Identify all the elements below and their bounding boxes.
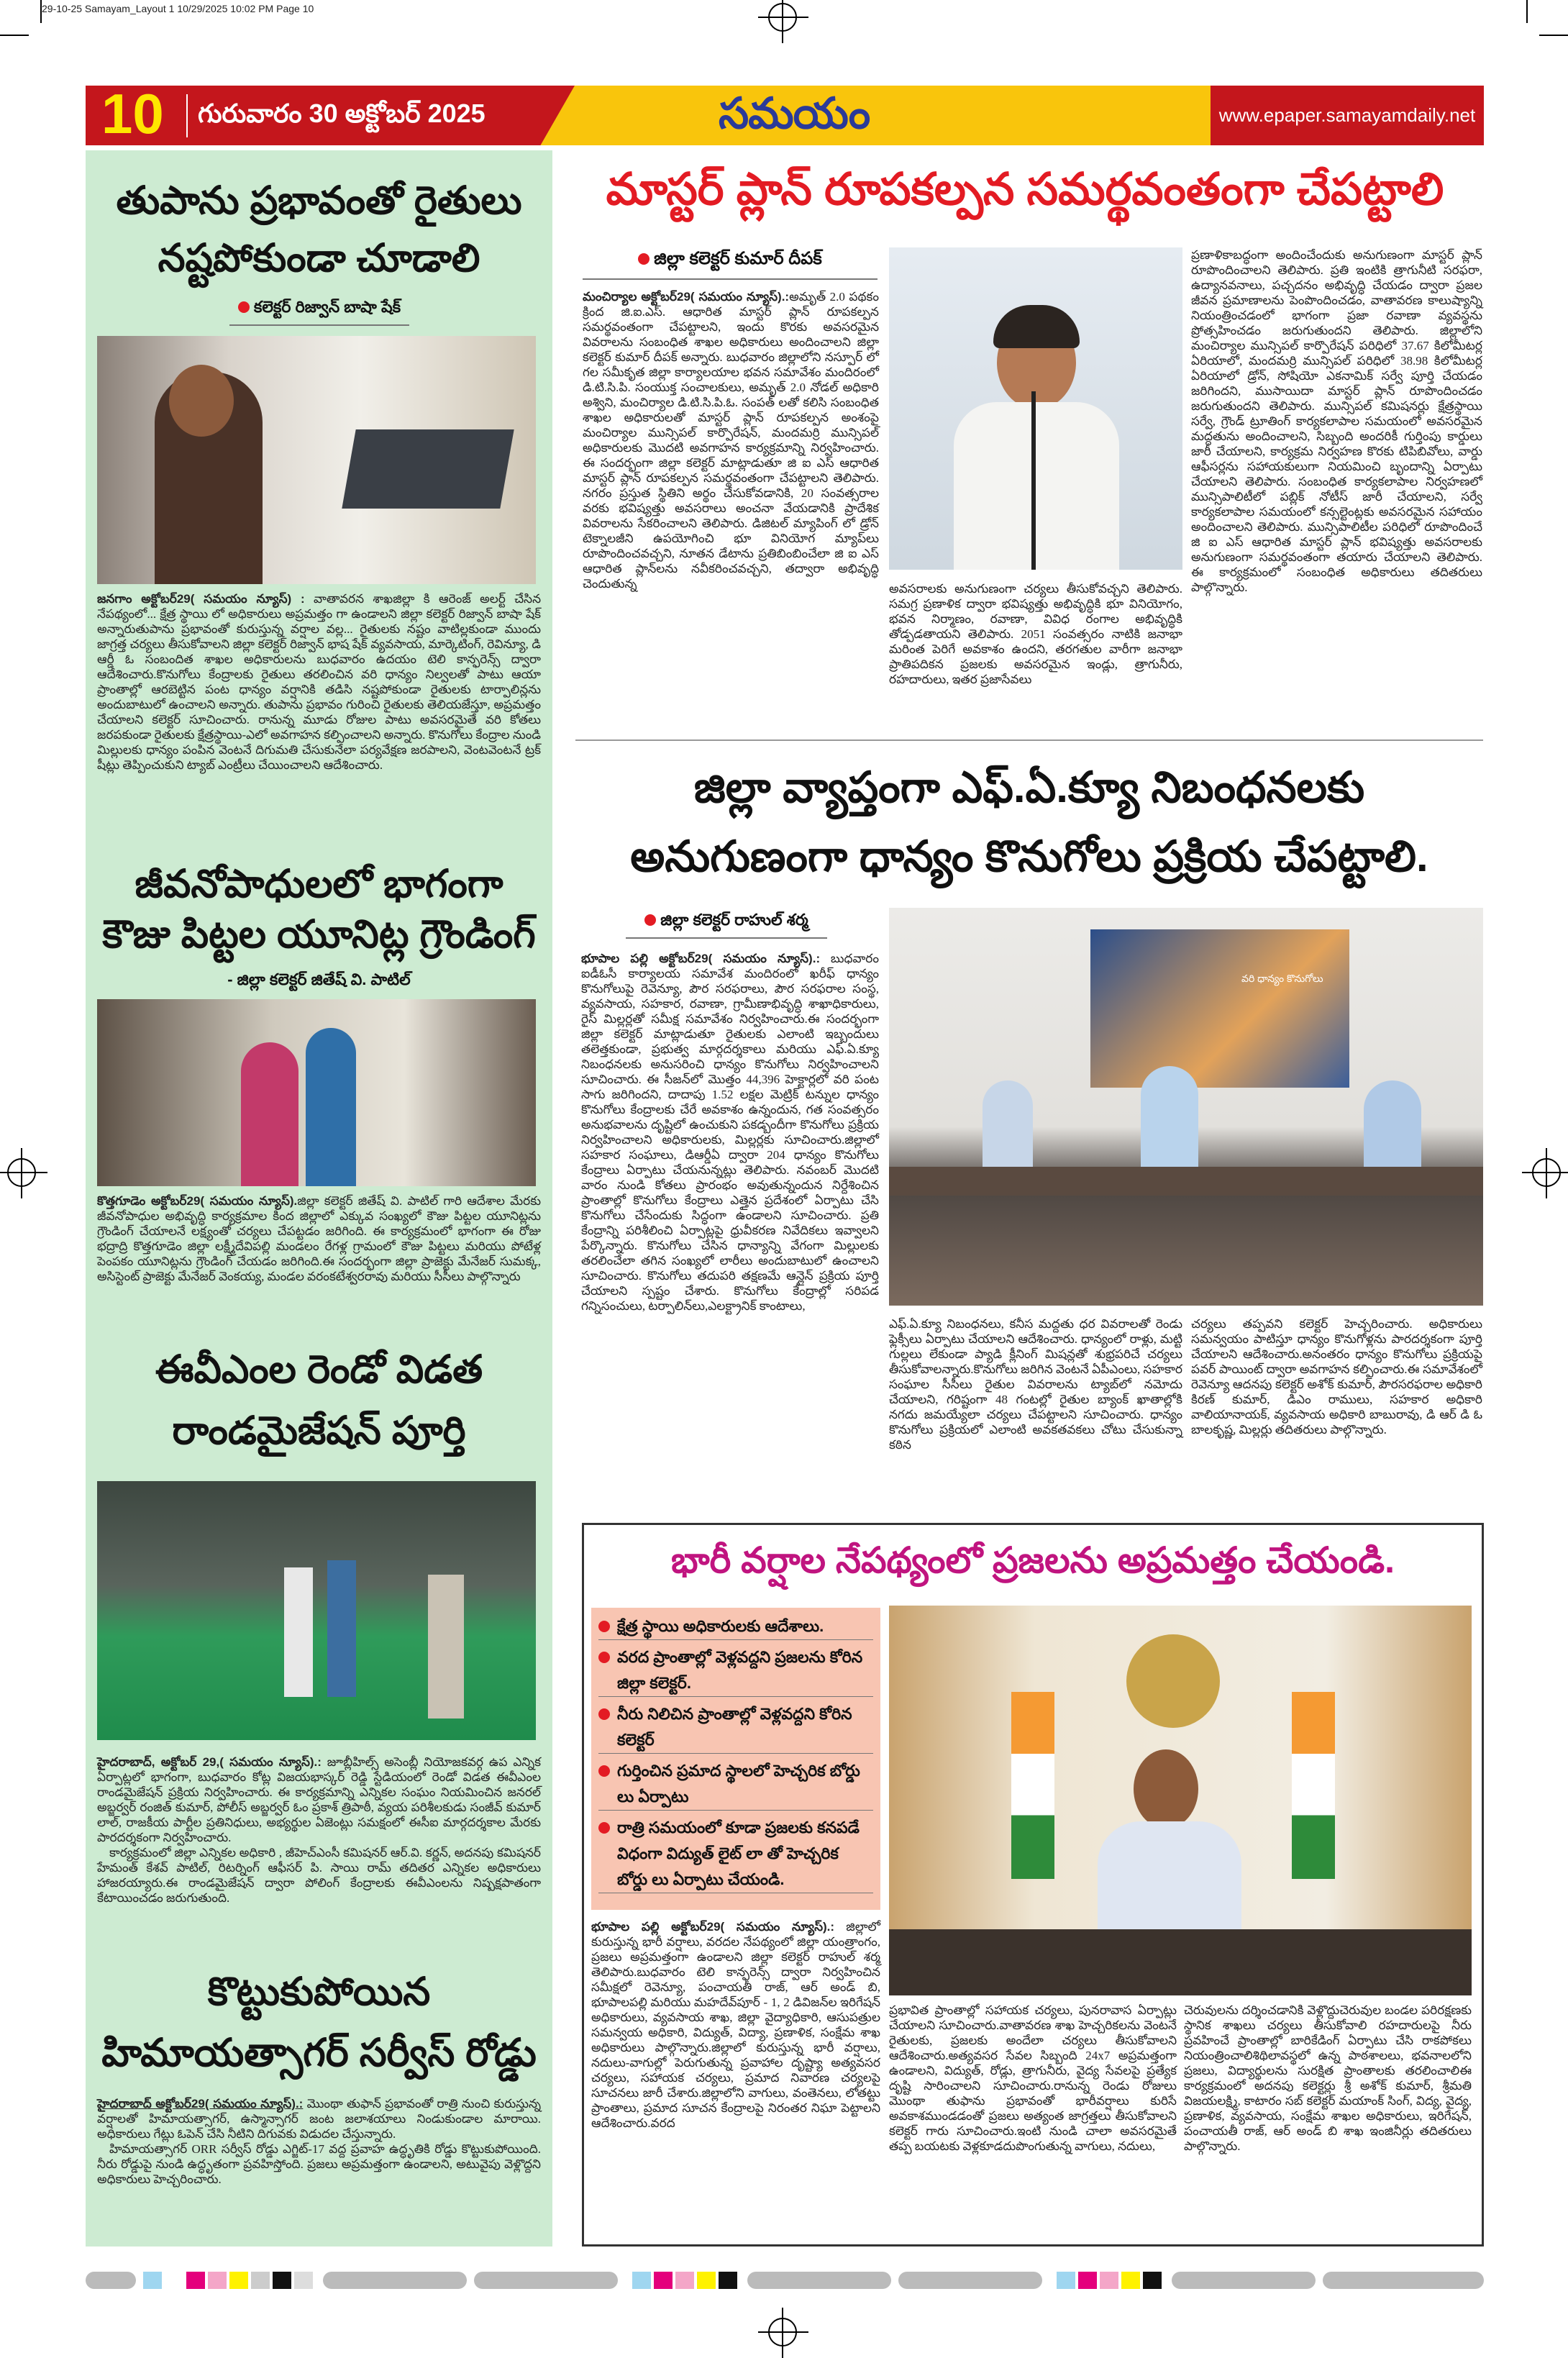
highlight-item: గుర్తించిన ప్రమాద స్థాలలో హెచ్చరిక బోర్డు లు ఏర్పాటు	[598, 1758, 873, 1811]
headline-evm-line2: రాండమైజేషన్ పూర్తి	[172, 1409, 466, 1452]
headline-road-line1: కొట్టుకుపోయిన	[207, 1970, 431, 2013]
byline	[583, 249, 878, 280]
divider	[186, 94, 188, 137]
headline-cyclone-line2: నష్టపోకుండా చూడాలి	[158, 237, 480, 280]
rain-alert-article	[582, 1523, 1484, 2247]
crop-mark	[1526, 0, 1528, 23]
headline-faq-line2: అనుగుణంగా ధాన్యం కొనుగోలు ప్రక్రియ చేపట్టాలి.	[630, 832, 1428, 880]
dateline: భూపాల పల్లి అక్టోబర్29( సమయం న్యూస్).:	[581, 952, 821, 965]
master-plan-column-2: అవసరాలకు అనుగుణంగా చర్యలు తీసుకోవచ్చని తెలిపారు. సమగ్ర ప్రణాళిక ద్వారా భవిష్యత్తు అభివృద్ధికి భూ వినియోగం, భవన నిర్మాణం, రవాణా, వివిధ రంగాల అభివృద్ధికి తోడ్పడతాయని తెలిపారు. 2051 సంవత్సరం నాటికి జనాభా మరింత పెరిగే అవకాశం ఉందని, తరగతుల వారీగా జనాభా ప్రాతిపదికన ప్రజలకు అవసరమైన ఇండ్లు, త్రాగునీరు, రహదారులు, ఇతర ప్రజాసేవలు	[889, 582, 1182, 686]
registration-mark-icon	[7, 1158, 36, 1187]
dateline: కొత్తగూడెం అక్టోబర్29( సమయం న్యూస్).	[97, 1194, 298, 1208]
master-plan-column-3: ప్రణాళికాబద్ధంగా అందించేందుకు అనుగుణంగా మాస్టర్ ప్లాన్ రూపొందించాలని తెలిపారు. ప్రతి ఇంటికి త్రాగునీటి సరఫరా, ఉద్యానవనాలు, పచ్చదనం అభివృద్ధి చేయడం ద్వారా ప్రజల జీవన ప్రమాణాలను పెంపొందించడం, వాతావరణ కాలుష్యాన్ని నియంత్రించడంలో భాగంగా ప్రజా రవాణా వ్యవస్థను ప్రోత్సహించడం జరుగుతుందని తెలిపారు. జిల్లాలోని మంచిర్యాల మున్సిపల్ కార్పొరేషన్ పరిధిలో 37.67 కిలోమీటర్ల ఏరియాలో, మందమర్రి మున్సిపల్ పరిధిలో 38.98 కిలోమీటర్ల ఏరియాలో డ్రోన్, సోషియో ఎకనామిక్ సర్వే పూర్తి చేయడం జరిగిందని, ముసాయిదా మాస్టర్ ప్లాన్ రూపొందించడం జరుగుతుందని తెలిపారు. మున్సిపల్ కమిషనర్లు క్షేత్రస్థాయి సర్వే, గ్రౌండ్ ట్రూతింగ్ కార్యకలాపాల సమయంలో అవసరమైన మద్దతును అందించాలని, సిబ్బంది అందరికీ గుర్తింపు కార్డులు జారీ చేయాలని, కార్యక్రమ నిర్వహణ కొరకు టిపిబివోలు, వార్డు ఆఫీసర్లను సహాయకులుగా నియమించి బృందాన్ని ఏర్పాటు చేయాలని తెలిపారు. సంబంధిత కార్యకలాపాల నిర్వహణలో మున్సిపాలిటీలో పబ్లిక్ నోటీస్ జారీ చేయాలని, సర్వే కార్యకలాపాల సమయంలో కన్సల్టెంట్లకు అవసరమైన సహాయం అందించాలని తెలిపారు. మున్సిపాలిటీల పరిధిలో రూపొందించే జి ఐ ఎస్ ఆధారిత మాస్టర్ ప్లాన్ భవిష్యత్తు అవసరాలకు అనుగుణంగా సమర్థవంతంగా తయారు చేయాలని తెలిపారు. ఈ కార్యక్రమంలో సంబంధిత అధికారులు తదితరులు పాల్గొన్నారు.	[1191, 248, 1482, 594]
byline	[626, 911, 827, 939]
article-road-body	[97, 2096, 541, 2204]
article-evm-body	[97, 1754, 541, 1927]
headline-master-plan: మాస్టర్ ప్లాన్ రూపకల్పన సమర్థవంతంగా చేపట్టాలి	[606, 165, 1444, 214]
divider	[575, 739, 1483, 741]
registration-mark-icon	[768, 2318, 797, 2346]
epaper-url[interactable]: www.epaper.samayamdaily.net	[1211, 86, 1484, 145]
photo-unit-inauguration	[97, 999, 536, 1186]
article-text: వాతావరన శాఖజిల్లా కి ఆరెంజ్ అలర్ట్ చేసిన నేపథ్యంలో... క్షేత్ర స్థాయి లో అధికారులు అప్రమత్తం గా ఉండాలని జిల్లా కలెక్టర్ రిజ్వాన్ బాషా షేక్ అన్నారుతుపాను ప్రభావంతో కురుస్తున్న వర్షాల వల్ల... రైతులకు నష్టం వాటిల్లకుండా ముందు జాగ్రత్త చర్యలు తీసుకోవాలని జిల్లా కలెక్టర్ రిజ్వాన్ భాష షేక్ వ్యవసాయ, మార్కెటింగ్, రెవిన్యూ, డి ఆర్డీ ఓ సంబందిత శాఖల అధికారులను బుధవారం ఉదయం టెలి కాన్ఫరెన్స్ ద్వారా ఆదేశించారు.కొనుగోలు కేంద్రాలకు రైతులు తరలించిన వరి ధాన్యం నిల్వలతో పాటు ఆయా ప్రాంతాల్లో ఆరబెట్టిన పంట ధాన్యం వర్షానికి తడిసి నష్టపోకుండా రైతులకు టార్పాలిన్లను అందుబాటులో ఉంచాలని అన్నారు. తుపాను ప్రభావం గురించి రైతులకు తెలియజేస్తూ, అప్రమత్తం చేయాలని కలెక్టర్ సూచించారు. రానున్న మూడు రోజుల పాటు అవసరమైతే వరి కోతలు జరపకుండా రైతులకు క్షేత్రస్థాయి-ఎలో అవగాహన కల్పించాలని అన్నారు. కొనుగోలు కేంద్రాల నుండి మిల్లులకు ధాన్యం పంపిన వెంటనే దిగుమతి చేసుకునేలా పర్యవేక్షణ జరపాలని, వెంటవెంటనే ట్రక్ షీట్లు తెప్పించుకుని ట్యాబ్ ఎంట్రీలు చేయించాలని ఆదేశించారు.	[97, 592, 541, 772]
highlight-item: రాత్రి సమయంలో కూడా ప్రజలకు కనపడే విధంగా విద్యుత్ లైట్ లా తో హెచ్చరిక బోర్డు లు ఏర్పాటు చేయండి.	[598, 1815, 873, 1893]
master-plan-column-1	[583, 289, 879, 732]
presentation-screen	[1090, 929, 1349, 1088]
dateline: హైదరాబాద్ అక్టోబర్29( సమయం న్యూస్).:	[97, 2097, 304, 2111]
left-news-column	[86, 150, 552, 2247]
byline-text: జిల్లా కలెక్టర్ రాహుల్ శర్మ	[660, 911, 808, 929]
faq-column-1	[581, 951, 879, 1483]
crop-mark	[1539, 35, 1568, 36]
article-text: జిల్లా కలెక్టర్ జితేష్ వి. పాటిల్ గారి ఆదేశాల మేరకు జీవనోపాధుల అభివృద్ధి కార్యక్రమాల కింద జిల్లాలో ఎక్కువ సంఖ్యలో కౌజు పిట్టల యూనిట్లను గ్రౌండింగ్ చేయాలనే లక్ష్యంతో చర్యలు చేపట్టడం జరిగింది. ఈ కార్యక్రమంలో భాగంగా ఈ రోజు భద్రాద్రి కొత్తగూడెం జిల్లా లక్ష్మీదేవిపల్లి మండలం రేగళ్ల గ్రామంలో కౌజు పిట్టలు మరియు పోటేళ్ల పెంపకం యూనిట్లను గ్రౌండింగ్ చేయడం జరిగింది.ఈ సందర్భంగా జిల్లా ప్రాజెక్టు మేనేజర్ సుమక్క, అసిస్టెంట్ ప్రాజెక్టు మేనేజర్ వెంకయ్య, మండల వరంకటేశ్వరరావు మరియు సీసీలు పాల్గొన్నారు	[97, 1194, 541, 1283]
highlight-item: నీరు నిలిచిన ప్రాంతాల్లో వెళ్లవద్దని కోరిన కలెక్టర్	[598, 1701, 873, 1754]
headline-road-line2: హిమాయత్సాగర్ సర్వీస్ రోడ్డు	[101, 2031, 537, 2075]
issue-date: గురువారం 30 అక్టోబర్ 2025	[198, 99, 486, 128]
bullet-dot-icon	[644, 914, 656, 926]
photo-collector-at-laptop	[97, 336, 536, 584]
byline	[229, 298, 409, 326]
headline-cyclone-line1: తుపాను ప్రభావంతో రైతులు	[116, 179, 522, 222]
registration-mark-icon	[768, 3, 797, 32]
highlight-item: వరద ప్రాంతాల్లో వెళ్లవద్దని ప్రజలను కోరిన జిల్లా కలెక్టర్.	[598, 1644, 873, 1697]
photo-procurement-meeting	[889, 908, 1483, 1306]
byline-text: జిల్లా కలెక్టర్ కుమార్ దీపక్	[654, 249, 822, 268]
highlights-box	[591, 1608, 880, 1910]
newspaper-logo: సమయం	[719, 89, 870, 137]
headline-quail-line2: కౌజు పిట్టల యూనిట్ల గ్రౌండింగ్	[102, 913, 536, 956]
article-quail-body	[97, 1193, 541, 1316]
print-slug: 29-10-25 Samayam_Layout 1 10/29/2025 10:02 PM Page 10	[42, 3, 314, 14]
crop-mark	[40, 0, 42, 23]
article-text: హిమాయత్సాగర్ ORR సర్వీస్ రోడ్డు ఎగ్జిట్-17 వద్ద ప్రవాహ ఉద్ధృతికి రోడ్డు కొట్టుకుపోయింది. నీరు రోడ్డుపై నుండి ఉద్ధృతంగా ప్రవహిస్తోంది. ప్రజలు అప్రమత్తంగా ఉండాలని, అటువైపు వెళ్లొద్దని అధికారులు హెచ్చరించారు.	[97, 2142, 541, 2186]
article-text: అమృత్ 2.0 పథకం క్రింద జి.ఐ.ఎస్. ఆధారిత మాస్టర్ ప్లాన్ రూపకల్పన సమర్థవంతంగా చేపట్టాలని, ఇందు కొరకు అవసరమైన వివరాలను సంబంధిత శాఖల అధికారులు అందించాలని జిల్లా కలెక్టర్ కుమార్ దీపక్ అన్నారు. బుధవారం జిల్లాలోని నస్పూర్ లో గల సమీకృత జిల్లా కార్యాలయాల భవన సమావేశం మందిరంలో డి.టి.సి.పి. సంయుక్త సంచాలకులు, అమృత్ 2.0 నోడల్ అధికారి అశ్విని, మంచిర్యాల డి.టి.సి.పి.ఓ. సంపత్ లతో కలిసి సంబంధిత శాఖల అధికారులతో మాస్టర్ ప్లాన్ రూపకల్పన అంశంపై మంచిర్యాల మున్సిపల్ కార్పొరేషన్, మందమర్రి మున్సిపల్ అధికారులకు మొదటి అవగాహన కార్యక్రమాన్ని నిర్వహించారు. ఈ సందర్భంగా జిల్లా కలెక్టర్ మాట్లాడుతూ జి ఐ ఎస్ ఆధారిత మాస్టర్ ప్లాన్ రూపకల్పన సమర్థవంతంగా చేపట్టాలని తెలిపారు. నగరం ప్రస్తుత స్థితిని అర్థం చేసుకోవడానికి, 20 సంవత్సరాల వరకు భవిష్యత్తు అవసరాలు అంచనా వేయడానికి ప్రాదేశిక వివరాలను సేకరించాలని తెలిపారు. డిజిటల్ మ్యాపింగ్ లో డ్రోన్ టెక్నాలజీని ఉపయోగించి భూ వినియోగ మ్యాప్‌లు రూపొందించవచ్చని, నూతన డేటాను ప్రతిబింబించేలా జి ఐ ఎస్ ఆధారిత ప్లాన్‌లను నవీకరించవచ్చని, తద్వారా అభివృద్ధి చెందుతున్న	[583, 290, 879, 591]
highlight-item: క్షేత్ర స్థాయి అధికారులకు ఆదేశాలు.	[598, 1613, 873, 1640]
dateline: మంచిర్యాల అక్టోబర్29( సమయం న్యూస్).:	[583, 290, 790, 304]
faq-column-3: చర్యలు తప్పవని కలెక్టర్ హెచ్చరించారు. అధికారులు సమన్వయం పాటిస్తూ ధాన్యం కొనుగోళ్లను పారదర్శకంగా పూర్తి చేయాలని ఆదేశించారు.అనంతరం ధాన్యం కొనుగోలు ప్రక్రియపై పవర్ పాయింట్ ద్వారా అవగాహన కల్పించారు.ఈ సమావేశంలో రెవెన్యూ ఆదనపు కలెక్టర్ అశోక్ కుమార్, పౌరసరఫరాల అధికారి కిరణ్ కుమార్, డిఎం రాములు, సహకార అధికారి వాలియానాయక్, వ్యవసాయ అధికారి బాబురావు, డి ఆర్ డి ఓ బాలకృష్ణ, మిల్లర్లు తదితరులు పాల్గొన్నారు.	[1191, 1317, 1482, 1437]
byline-text: కలెక్టర్ రిజ్వాన్ బాషా షేక్	[253, 298, 401, 316]
masthead	[86, 82, 1484, 145]
crop-mark	[0, 35, 29, 36]
color-registration-bar	[86, 2272, 1484, 2289]
headline-heavy-rain: భారీ వర్షాల నేపథ్యంలో ప్రజలను అప్రమత్తం చేయండి.	[671, 1540, 1395, 1580]
rain-column-1	[591, 1919, 880, 2243]
headline-evm-line1: ఈవీఎంల రెండో విడత	[155, 1348, 483, 1391]
bullet-dot-icon	[638, 253, 649, 265]
photo-collector-kumar-deepak	[889, 247, 1182, 570]
registration-mark-icon	[1532, 1158, 1561, 1187]
article-text: మొంథా తుఫాన్ ప్రభావంతో రాత్రి నుంచి కురుస్తున్న వర్షాలతో హిమాయత్సాగర్, ఉస్మాన్సాగర్ జంట జలాశయాలు నిండుకుండాల మారాయి. అధికారులు గేట్లు ఓపెన్ చేసి నీటిని దిగువకు విడుదల చేస్తున్నారు.	[97, 2097, 542, 2141]
headline-quail-line1: జీవనోపాధులలో భాగంగా	[135, 862, 503, 906]
page-number: 10	[101, 82, 164, 145]
article-text: జూబ్లీహిల్స్ అసెంబ్లీ నియోజకవర్గ ఉప ఎన్నిక ఏర్పాట్లలో భాగంగా, బుధవారం కోట్ల విజయభాస్కర్ రెడ్డి స్టేడియంలో రెండో విడత ఈవీఎంల రాండమైజేషన్ ప్రక్రియ నిర్వహించారు. ఈ కార్యక్రమాన్ని ఎన్నికల సంఘం నియమించిన జనరల్ అబ్జర్వర్ రంజిత్ కుమార్, పోలీస్ అబ్జర్వర్ ఓం ప్రకాశ్ త్రిపాఠీ, వ్యయ పరిశీలకుడు సంజీవ్ కుమార్ లాల్, రాజకీయ పార్టీల ప్రతినిధులు, అభ్యర్థుల ఏజెంట్లు సమక్షంలో ఈసీఐ మార్గదర్శకాల మేరకు పారదర్శకంగా నిర్వహించారు.	[97, 1755, 542, 1844]
article-cyclone-body	[97, 591, 541, 857]
rain-column-2: ప్రభావిత ప్రాంతాల్లో సహాయక చర్యలు, పునరావాస ఏర్పాట్లు చేయాలని సూచించారు.వాతావరణ శాఖ హెచ్చరికలను వెంటనే రైతులకు, ప్రజలకు అందేలా చర్యలు తీసుకోవాలని ఆదేశించారు.అత్యవసర సేవల సిబ్బంది 24x7 అప్రమత్తంగా ఉండాలని, విద్యుత్, రోడ్లు, త్రాగునీరు, వైద్య సేవలపై ప్రత్యేక దృష్టి సారించాలని సూచించారు.రానున్న రెండు రోజులు మొంథా తుఫాను ప్రభావంతో భారీవర్షాలు కురిసే అవకాశముండడంతో ప్రజలు అత్యంత జాగ్రత్తలు తీసుకోవాలని కలెక్టర్ గారు సూచించారు.ఇంటి నుండి చాలా అవసరమైతే తప్ప బయటకు వెళ్లకూడదుపొంగుతున్న వాగులు, నదులు,	[889, 2003, 1177, 2153]
headline-faq-line1: జిల్లా వ్యాప్తంగా ఎఫ్.ఏ.క్యూ నిబంధనలకు	[693, 763, 1365, 811]
rain-column-3: చెరువులను దర్శించడానికి వెళ్లొద్దుచెరువుల బండల పరిరక్షణకు స్థానిక శాఖలు చర్యలు తీసుకోవాలి రహదారులపై నీరు ప్రవహించే ప్రాంతాల్లో బారికేడింగ్ ఏర్పాటు చేసి రాకపోకలు నియంత్రించాలిశిథిలావస్థలో ఉన్న పాఠశాలలు, భవనాలలోని ప్రజలు, విద్యార్థులను సురక్షిత ప్రాంతాలకు తరలించాలిఈ కార్యక్రమంలో అదనపు కలెక్టర్లు శ్రీ అశోక్ కుమార్, శ్రీమతి విజయలక్ష్మి, కాటారం సబ్ కలెక్టర్ మయాంక్ సింగ్, విద్య, వైద్య, ప్రణాళిక, వ్యవసాయ, సంక్షేమ శాఖల అధికారులు, ఇరిగేషన్, పంచాయతీ రాజ్, ఆర్ అండ్ బి శాఖ ఇంజినీర్లు తదితరులు పాల్గొన్నారు.	[1184, 2003, 1472, 2153]
screen-title: వరి ధాన్యం కొనుగోలు	[1241, 973, 1323, 984]
article-text: బుధవారం ఐడీఓసీ కార్యాలయ సమావేశ మందిరంలో ఖరీఫ్ ధాన్యం కొనుగోలుపై రెవెన్యూ, పౌర సరఫరాలు, పౌర సరఫరాల సంస్థ, వ్యవసాయ, సహకార, రవాణా, గ్రామీణాభివృద్ధి శాఖాధికారులు, రైస్ మిల్లర్లతో సమీక్ష సమావేశం నిర్వహించారు.ఈ సందర్భంగా జిల్లా కలెక్టర్ మాట్లాడుతూ రైతులకు ఎలాంటి ఇబ్బందులు తలెత్తకుండా, ప్రభుత్వ మార్గదర్శకాలు మరియు ఎఫ్.ఏ.క్యూ నిబంధనలకు అనుసరించి ధాన్యం కొనుగోలు నిర్వహించాలని సూచించారు. ఈ సీజన్‌లో మొత్తం 44,396 హెక్టార్లలో వరి పంట సాగు జరిగిందని, దాదాపు 1.52 లక్షల మెట్రిక్ టన్నుల ధాన్యం కొనుగోలు కేంద్రాలకు చేరే అవకాశం ఉన్నందున, గత సంవత్సరం అనుభవాలను దృష్టిలో ఉంచుకుని పకడ్బందీగా కొనుగోలు ప్రక్రియ నిర్వహించాలని అధికారులకు, మిల్లర్లకు సూచించారు.జిల్లాలో సహకార సంఘాలు, డిఆర్డీఏ ద్వారా 204 ధాన్యం కొనుగోలు కేంద్రాలు ఏర్పాటు చేయనున్నట్లు తెలిపారు. నవంబర్ మొదటి వారం నుండి కోతలు ప్రారంభం అవుతున్నందున నిర్దేశించిన ప్రాంతాల్లో కొనుగోలు కేంద్రాలు ఎత్తైన ప్రదేశంలో ఏర్పాటు చేసి కొనుగోలు చేసేందుకు సిద్ధంగా ఉండాలని సూచించారు. ప్రతి కేంద్రాన్ని పరిశీలించి ఏర్పాట్లపై ధ్రువీకరణ నివేదికలు ఇవ్వాలని పేర్కొన్నారు. కొనుగోలు చేసిన ధాన్యాన్ని వేగంగా మిల్లులకు తరలించేలా తగిన సంఖ్యలో లారీలు అందుబాటులో ఉంచాలని సూచించారు. కొనుగోలు తదుపరి తక్షణమే ఆన్లైన్ ప్రక్రియ పూర్తి చేయాలని స్పష్టం చేశారు. కొనుగోలు కేంద్రాల్లో సరిపడ గన్నిసంచులు, టర్పాలిన్‌లు,ఎలక్ట్రానిక్ కాంటాలు,	[581, 952, 879, 1313]
dateline: జనగాం అక్టోబర్29( సమయం న్యూస్) :	[97, 592, 305, 606]
article-text: కార్యక్రమంలో జిల్లా ఎన్నికల అధికారి , జీహెచ్ఎంసీ కమిషనర్ ఆర్.వి. కర్ణన్, అదనపు కమిషనర్ హేమంత్ కేశవ్ పాటిల్, రిటర్నింగ్ ఆఫీసర్ పి. సాయి రామ్ తదితర ఎన్నికల అధికారులు హాజరయ్యారు.ఈ రాండమైజేషన్ ద్వారా పోలింగ్ కేంద్రాలకు ఈవీఎంలను నిష్పక్షపాతంగా కేటాయించడం జరుగుతుంది.	[97, 1846, 541, 1905]
photo-collector-in-office	[889, 1606, 1472, 1995]
faq-column-2: ఎఫ్.ఏ.క్యూ నిబంధనలు, కనీస మద్దతు ధర వివరాలతో రెండు ఫ్లెక్సీలు ఏర్పాటు చేయాలని ఆదేశించారు. ధాన్యంలో రాళ్లు, మట్టి గుల్లలు లేకుండా ప్యాడి క్లీనింగ్ మిషన్లతో శుభ్రపరిచే చర్యలు తీసుకోవాలన్నారు.కొనుగోలు జరిగిన వెంటనే ఏపీఎంలు, సహకార సంఘాల సీసీలు రైతుల వివరాలను ట్యాబ్‌లో నమోదు చేయాలని, గరిష్టంగా 48 గంటల్లో రైతుల బ్యాంక్ ఖాతాల్లోకి నగదు జమయ్యేలా చర్యలు చేపట్టాలని సూచించారు. ధాన్యం కొనుగోలు ప్రక్రియలో ఎలాంటి అవకతవకలు చోటు చేసుకున్నా కఠిన	[889, 1317, 1182, 1452]
article-text: జిల్లాలో కురుస్తున్న భారీ వర్షాలు, వరదల నేపథ్యంలో జిల్లా యంత్రాంగం, ప్రజలు అప్రమత్తంగా ఉండాలని జిల్లా కలెక్టర్ రాహుల్ శర్మ తెలిపారు.బుధవారం టెలి కాన్ఫరెన్స్ ద్వారా నిర్వహించిన సమీక్షలో రెవెన్యూ, పంచాయతీ రాజ్, ఆర్ అండ్ బి, భూపాలపల్లి మరియు మహదేవ్‌పూర్ - 1, 2 డివిజన్‌ల ఇరిగేషన్ అధికారులు, వ్యవసాయ శాఖ, జిల్లా వైద్యాధికారి, ఆసుపత్రుల సమన్వయ అధికారి, విద్యుత్, విద్యా, ప్రణాళిక, సంక్షేమ శాఖ అధికారులు పాల్గొన్నారు.జిల్లాలో కురుస్తున్న భారీ వర్షాలు, నదులు-వాగుల్లో పెరుగుతున్న ప్రవాహాల దృష్ట్యా అత్యవసర చర్యలు, సహాయక చర్యలు, ప్రమాద నివారణ చర్యలపై సూచనలు జారీ చేశారు.జిల్లాలోని వాగులు, వంతెనలు, లోతట్టు ప్రాంతాలు, ప్రమాద సూచన కేంద్రాలపై నిరంతర నిఘా పెట్టాలని ఆదేశించారు.వరద	[591, 1920, 880, 2130]
bullet-dot-icon	[238, 301, 250, 313]
photo-evm-randomization-stadium	[97, 1481, 536, 1740]
dateline: హైదరాబాద్, అక్టోబర్ 29,( సమయం న్యూస్).:	[97, 1755, 322, 1769]
dateline: భూపాల పల్లి అక్టోబర్29( సమయం న్యూస్).:	[591, 1920, 835, 1934]
byline: - జిల్లా కలెక్టర్ జితేష్ వి. పాటిల్	[227, 970, 411, 988]
